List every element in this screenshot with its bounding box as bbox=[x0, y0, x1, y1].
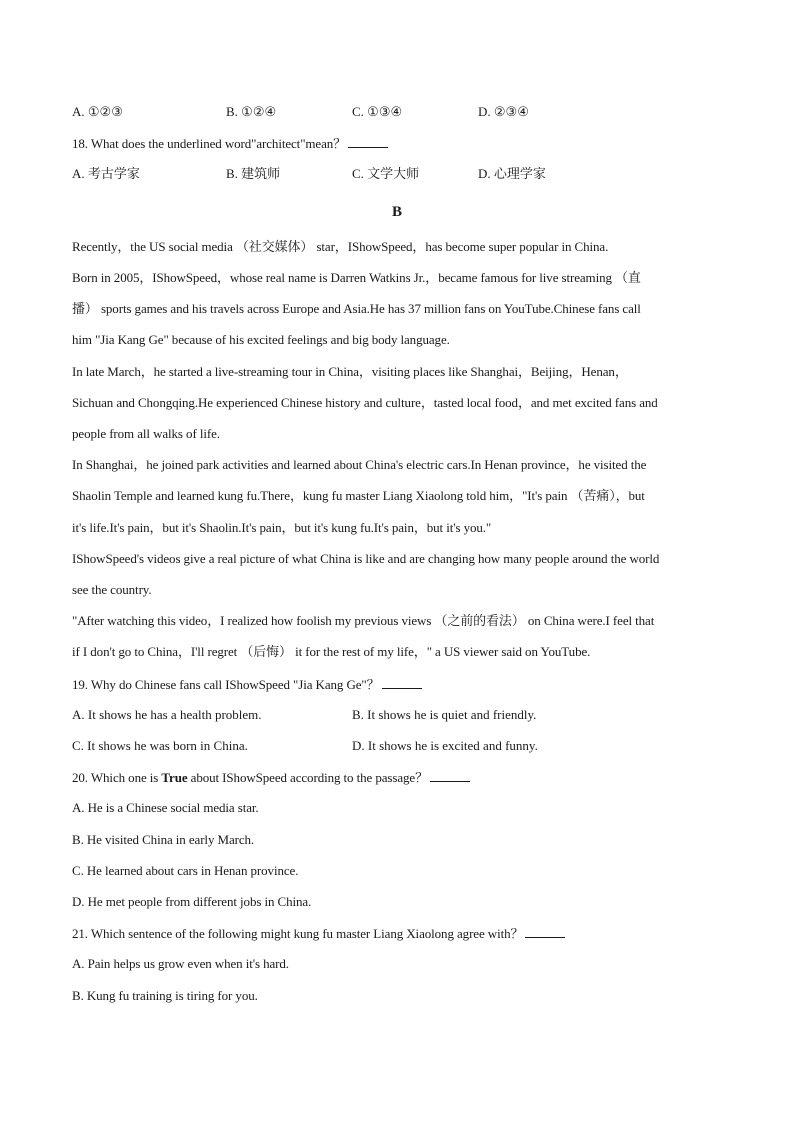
passage-line: see the country. bbox=[72, 582, 152, 597]
passage-line: Shaolin Temple and learned kung fu.There，kung fu master Liang Xiaolong told him，"It's pain （苦痛），but bbox=[72, 488, 645, 503]
q20-stem-post: about IShowSpeed according to the passage？ bbox=[187, 770, 428, 785]
q21-question bbox=[72, 925, 565, 942]
q20-stem-pre: 20. Which one is bbox=[72, 770, 162, 785]
passage-line: "After watching this video，I realized how foolish my previous views （之前的看法） on China were.I feel that bbox=[72, 613, 655, 628]
section-heading: B bbox=[391, 204, 402, 220]
q18-question bbox=[72, 135, 388, 152]
q18-answer-blank[interactable] bbox=[348, 135, 388, 148]
q19-answer-blank[interactable] bbox=[382, 676, 422, 689]
passage-line: Recently，the US social media （社交媒体） star，IShowSpeed，has become super popular in China. bbox=[72, 239, 609, 254]
passage-line: people from all walks of life. bbox=[72, 426, 220, 441]
q17-option-b[interactable]: B. ①②④ bbox=[226, 104, 277, 119]
q18-option-d[interactable]: D. 心理学家 bbox=[478, 166, 546, 181]
q19-option-a[interactable]: A. It shows he has a health problem. bbox=[72, 707, 262, 722]
q18-stem: 18. What does the underlined word"architect"mean？ bbox=[72, 136, 347, 151]
q20-option-a[interactable]: A. He is a Chinese social media star. bbox=[72, 800, 259, 815]
q20-option-c[interactable]: C. He learned about cars in Henan province. bbox=[72, 863, 299, 878]
q19-stem: 19. Why do Chinese fans call IShowSpeed "Jia Kang Ge"？ bbox=[72, 677, 380, 692]
q17-option-c[interactable]: C. ①③④ bbox=[352, 104, 403, 119]
passage-line: 播） sports games and his travels across Europe and Asia.He has 37 million fans on YouTube.Chinese fans call bbox=[72, 301, 641, 316]
q20-stem-bold: True bbox=[161, 770, 188, 785]
passage-line: him "Jia Kang Ge" because of his excited feelings and big body language. bbox=[72, 332, 450, 347]
q18-option-b[interactable]: B. 建筑师 bbox=[226, 166, 281, 181]
q21-stem: 21. Which sentence of the following might kung fu master Liang Xiaolong agree with？ bbox=[72, 926, 524, 941]
q21-answer-blank[interactable] bbox=[525, 925, 565, 938]
passage-line: In late March，he started a live-streaming tour in China，visiting places like Shanghai，Beijing，Henan， bbox=[72, 364, 628, 379]
passage-line: In Shanghai，he joined park activities and learned about China's electric cars.In Henan province，he visited the bbox=[72, 457, 647, 472]
q21-option-a[interactable]: A. Pain helps us grow even when it's hard. bbox=[72, 956, 289, 971]
q20-answer-blank[interactable] bbox=[430, 769, 470, 782]
q19-option-c[interactable]: C. It shows he was born in China. bbox=[72, 738, 248, 753]
q19-option-b[interactable]: B. It shows he is quiet and friendly. bbox=[352, 707, 537, 722]
q20-option-d[interactable]: D. He met people from different jobs in China. bbox=[72, 894, 312, 909]
passage-line: IShowSpeed's videos give a real picture of what China is like and are changing how many people around the world bbox=[72, 551, 660, 566]
q17-option-a[interactable]: A. ①②③ bbox=[72, 104, 123, 119]
q19-question bbox=[72, 676, 422, 693]
passage-line: it's life.It's pain，but it's Shaolin.It's pain，but it's kung fu.It's pain，but it's you." bbox=[72, 520, 492, 535]
q18-option-a[interactable]: A. 考古学家 bbox=[72, 166, 140, 181]
q21-option-b[interactable]: B. Kung fu training is tiring for you. bbox=[72, 988, 258, 1003]
passage-line: if I don't go to China，I'll regret （后悔） it for the rest of my life，" a US viewer said on YouTube. bbox=[72, 644, 591, 659]
passage-line: Sichuan and Chongqing.He experienced Chinese history and culture，tasted local food，and met excited fans and bbox=[72, 395, 658, 410]
q19-option-d[interactable]: D. It shows he is excited and funny. bbox=[352, 738, 538, 753]
q17-option-d[interactable]: D. ②③④ bbox=[478, 104, 529, 119]
passage-line: Born in 2005，IShowSpeed，whose real name is Darren Watkins Jr.，became famous for live streaming （直 bbox=[72, 270, 641, 285]
q20-option-b[interactable]: B. He visited China in early March. bbox=[72, 832, 255, 847]
q18-option-c[interactable]: C. 文学大师 bbox=[352, 166, 420, 181]
q20-question bbox=[72, 769, 470, 786]
